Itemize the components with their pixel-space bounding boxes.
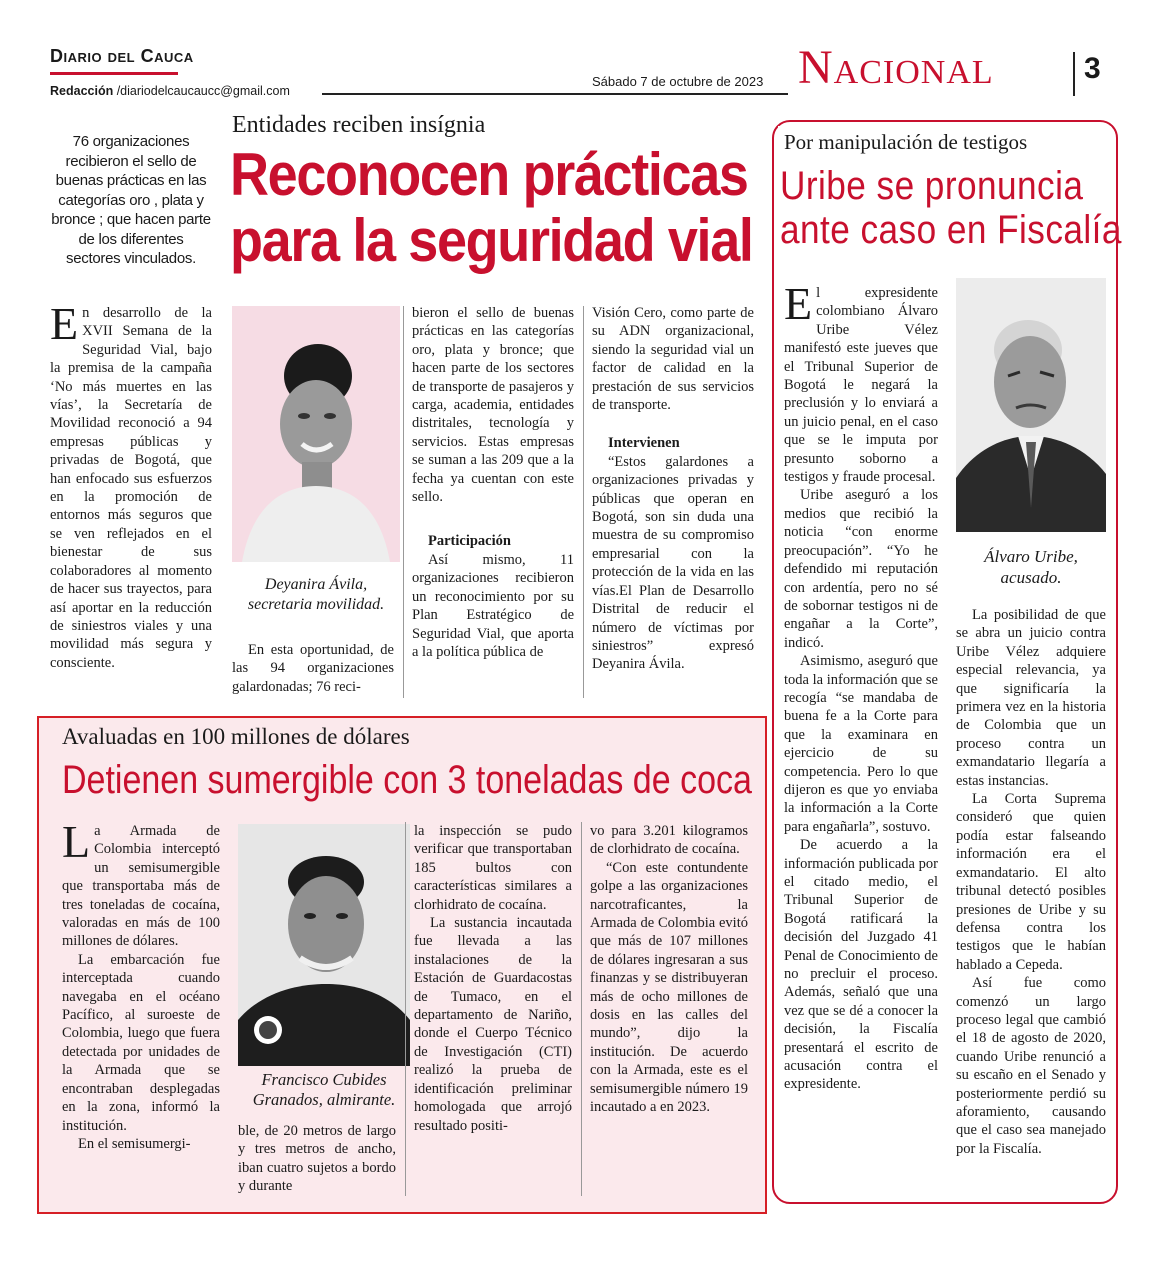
uribe-headline: Uribe se pronuncia ante caso en Fiscalía — [780, 164, 1122, 252]
column-rule — [581, 822, 582, 1196]
sumergible-headline: Detienen sumergible con 3 toneladas de coca — [62, 758, 752, 802]
portrait-photo-deyanira — [232, 306, 400, 562]
section-name: Nacional — [798, 41, 994, 94]
sumergible-column-1: La Armada de Colombia interceptó un semisumergible que transportaba más de tres toneladas de cocaína, valoradas en más de 100 millones de dólares. La embarcación fue interceptada cuando navegaba en el océano Pacífico, al suroeste de Colombia, luego que fuera detectada por unidades de la Armada que se encontraban desplegadas en la zona, informó la institución. En el semisumergi- — [62, 816, 220, 1152]
subhead-intervienen: Intervienen — [608, 435, 680, 452]
article-column-4: Visión Cero, como parte de su ADN organizacional, siendo la seguridad vial un factor de calidad en la prestación de sus servicios de transporte. Intervienen “Estos galardones a organizaciones privadas y públicas que operan en Bogotá, son sin duda una muestra de su compromiso empresarial con la protección de la vida en las vías.El Plan de Desarrollo Distrital de reducir el número de víctimas por siniestros” expresó Deyanira Ávila. — [592, 305, 754, 673]
paper-name-underline — [50, 72, 178, 75]
column-rule — [403, 306, 404, 698]
photo-caption: Deyanira Ávila, secretaria movilidad. — [247, 576, 385, 613]
article-column-3: bieron el sello de buenas prácticas en las categorías oro, plata y bronce; que hacen parte de los sectores de transporte de pasajeros y carga, academia, entidades distritales, tecnología y servicios. Estas empresas se suman a las 209 que a la fecha ya cuentan con este sello. Participación Así mismo, 11 organizaciones recibieron un reconocimiento por su Plan Estratégico de Seguridad Vial, que aporta a la política pública de — [412, 305, 574, 660]
article-headline — [230, 141, 753, 274]
headline-line-2: para la seguridad vial — [230, 207, 753, 274]
section-divider — [1073, 52, 1075, 96]
drop-cap: E — [50, 298, 79, 349]
sumergible-column-4: vo para 3.201 kilogramos de clorhidrato de cocaína. “Con este contundente golpe a las organizaciones narcotraficantes, la Armada de Colombia evitó que más de 107 millones de dólares ingresaran a sus finanzas y se distribuyeran más de ocho millones de dosis en las calles del mundo”, dijo la institución. De acuerdo con la Armada, este es el semisumergible número 19 incautado a en 2023. — [590, 823, 748, 1116]
subhead-participacion: Participación — [428, 533, 511, 550]
portrait-photo-cubides — [238, 824, 410, 1066]
redaccion-label: Redacción — [50, 84, 114, 98]
article-column-1: En desarrollo de la XVII Semana de la Seguridad Vial, bajo la premisa de la campaña ‘No más muertes en las vías’, la Secretaría de Movilidad reconoció a 94 empresas públicas y privadas de Bogotá, que han enfocado sus esfuerzos en la promoción de entornos más seguros que se ven reflejados en el bienestar de sus colaboradores al momento de hacer sus trayectos, para así aportar en la reducción de siniestros viales y una movilidad más segura y consciente. — [50, 298, 212, 671]
uribe-column-2: La posibilidad de que se abra un juicio contra Uribe Vélez adquiere especial relevancia, ya que significaría la primera vez en la historia de Colombia que un proceso contra un exmandatario llegaría a estas instancias. La Corta Suprema consideró que quien podía estar falseando información era el exmandatario. El alto tribunal detectó posibles presiones de Uribe y su defensa contra los testigos que le habían hablado a Cepeda. Así fue como comenzó un largo proceso legal que cambió el 18 de agosto de 2020, cuando Uribe renunció a su escaño en el Senado y posteriormente perdió su aforamiento, causando que el caso sea manejado por la Fiscalía. — [956, 607, 1106, 1157]
paper-name: Diario del Cauca — [50, 46, 194, 66]
issue-date: Sábado 7 de octubre de 2023 — [592, 74, 764, 89]
article-column-2: En esta oportunidad, de las 94 organizaciones galardonadas; 76 reci- — [232, 642, 394, 695]
portrait-photo-uribe — [956, 278, 1106, 532]
sumergible-column-3: la inspección se pudo verificar que transportaban 185 bultos con características similares a clorhidrato de cocaína. La sustancia incautada fue llevada a las instalaciones de la Estación de Guardacostas de Tumaco, en el departamento de Nariño, donde el Cuerpo Técnico de Investigación (CTI) realizó la prueba de identificación preliminar homologada que arrojó resultado positi- — [414, 823, 572, 1134]
page-number: 3 — [1084, 52, 1101, 85]
drop-cap: E — [784, 278, 813, 329]
uribe-photo-caption: Álvaro Uribe, acusado. — [984, 547, 1078, 587]
article-summary: 76 organizaciones recibieron el sello de buenas prácticas en las categorías oro , plata y bronce ; que hacen parte de los diferentes sectores vinculados. — [51, 133, 211, 267]
drop-cap: L — [62, 816, 91, 867]
redaccion-line — [50, 84, 290, 98]
article-kicker: Entidades reciben insígnia — [232, 112, 486, 138]
cubides-photo-caption: Francisco Cubides Granados, almirante. — [252, 1070, 396, 1109]
header-rule — [322, 93, 788, 95]
column-rule — [405, 822, 406, 1196]
headline-line-1: Reconocen prácticas — [230, 141, 748, 208]
sumergible-kicker: Avaluadas en 100 millones de dólares — [62, 724, 410, 749]
column-rule — [583, 306, 584, 698]
redaccion-email: /diariodelcaucaucc@gmail.com — [116, 84, 290, 98]
uribe-column-1: El expresidente colombiano Álvaro Uribe Vélez manifestó este jueves que el Tribunal Superior de Bogotá le negará la preclusión y lo enviará a un juicio penal, en el caso que se le imputa por presunto soborno a testigos y fraude procesal. Uribe aseguró a los medios que recibió la noticia “con enorme preocupación”. “Yo he defendido mi reputación con ardentía, pero no sé de sobornar testigos ni de engañar a la Corte”, indicó. Asimismo, aseguró que toda la información que se recogía “se mandaba de buena fe a la Corte para que la examinara en ejercicio de su competencia. Pero lo que dijeron es que yo enviaba la información a la Corte para engañarla”, sostuvo. De acuerdo a la información publicada por el citado medio, el Tribunal Superior de Bogotá ratificará la decisión del Juzgado 41 Penal de Conocimiento de no precluir el proceso. Además, señaló que una vez que se dé a conocer la decisión, la Fiscalía presentará el escrito de acusación contra el expresidente. — [784, 278, 938, 1093]
uribe-kicker: Por manipulación de testigos — [784, 130, 1028, 154]
sumergible-column-2: ble, de 20 metros de largo y tres metros de ancho, iban cuatro sujetos a bordo y durante — [238, 1123, 396, 1195]
